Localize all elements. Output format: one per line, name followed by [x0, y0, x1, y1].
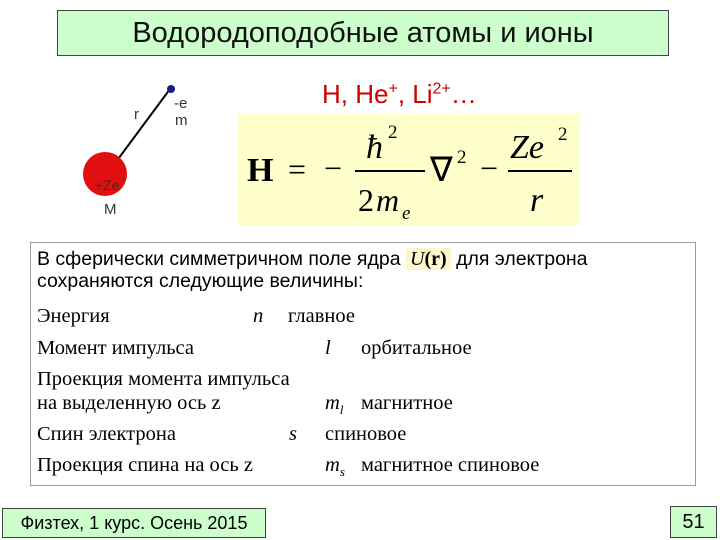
row-spin-projection-desc: магнитное спиновое: [361, 454, 540, 476]
minus-sign-2: −: [480, 150, 499, 186]
hamiltonian-box: [238, 113, 580, 226]
equals-sign: =: [288, 151, 307, 187]
r-denominator: r: [530, 182, 544, 219]
ze-exponent: 2: [558, 124, 568, 145]
ions-ellipsis: …: [450, 79, 477, 109]
row-momentum-name: Момент импульса: [37, 337, 194, 359]
conserved-intro: [37, 248, 687, 292]
radius-label: r: [134, 106, 139, 123]
he-charge: +: [388, 80, 398, 98]
row-projection-symbol: [325, 392, 343, 418]
hbar-symbol: ħ: [366, 129, 383, 166]
nucleus-mass-label: M: [104, 201, 117, 218]
row-projection-name: Проекция момента импульса: [37, 368, 290, 390]
row-spin-desc: спиновое: [325, 423, 407, 445]
hamiltonian-lhs: H: [247, 152, 274, 189]
row-spin-symbol: s: [289, 423, 297, 445]
row-spin-name: Спин электрона: [37, 423, 176, 445]
ions-h-he: H, He: [322, 79, 389, 109]
intro-part-2: для электрона сохраняются следующие величины:: [37, 248, 588, 292]
ze-numerator: Ze: [510, 129, 544, 166]
potential-arg: (r): [424, 248, 447, 270]
slide-title: Водородоподобные атомы и ионы: [57, 10, 669, 56]
row-momentum-desc: орбитальное: [361, 337, 472, 359]
row-spin-projection-symbol: [325, 454, 345, 480]
row-projection-desc: магнитное: [361, 392, 453, 414]
electron: [167, 85, 175, 93]
ions-li: , Li: [397, 79, 433, 109]
row-spin-projection-name: Проекция спина на ось z: [37, 454, 253, 476]
electron-mass-subscript: e: [402, 203, 411, 224]
nucleus-charge-label: +Ze: [95, 177, 120, 193]
denominator-two: 2: [358, 182, 374, 218]
nabla-exponent: 2: [457, 147, 467, 168]
ms-sub: s: [339, 464, 345, 480]
electron-charge-label: -e: [174, 95, 188, 112]
page-number: 51: [670, 506, 717, 538]
potential-symbol: [406, 248, 451, 270]
li-charge: 2+: [432, 80, 451, 98]
ms-m: m: [325, 454, 340, 476]
hamiltonian-formula: [238, 113, 580, 226]
course-footer: Физтех, 1 курс. Осень 2015: [2, 508, 266, 538]
row-energy-desc: главное: [288, 305, 355, 327]
row-energy-name: Энергия: [37, 305, 110, 327]
minus-sign-1: −: [324, 150, 343, 186]
electron-mass-label: m: [175, 112, 188, 129]
ml-m: m: [325, 392, 340, 414]
row-projection-name-line2: на выделенную ось z: [37, 392, 221, 414]
hbar-exponent: 2: [388, 122, 398, 143]
electron-mass-symbol: m: [376, 182, 400, 218]
conserved-quantities-box: [30, 242, 696, 486]
potential-u: U: [409, 248, 425, 270]
ions-list: [322, 79, 477, 110]
nabla-symbol: ∇: [430, 152, 453, 189]
ml-sub: l: [339, 402, 344, 418]
row-energy-symbol: n: [253, 305, 264, 327]
row-momentum-symbol: l: [325, 337, 331, 359]
atom-diagram: [70, 75, 210, 225]
intro-part-1: В сферически симметричном поле ядра: [37, 248, 401, 270]
